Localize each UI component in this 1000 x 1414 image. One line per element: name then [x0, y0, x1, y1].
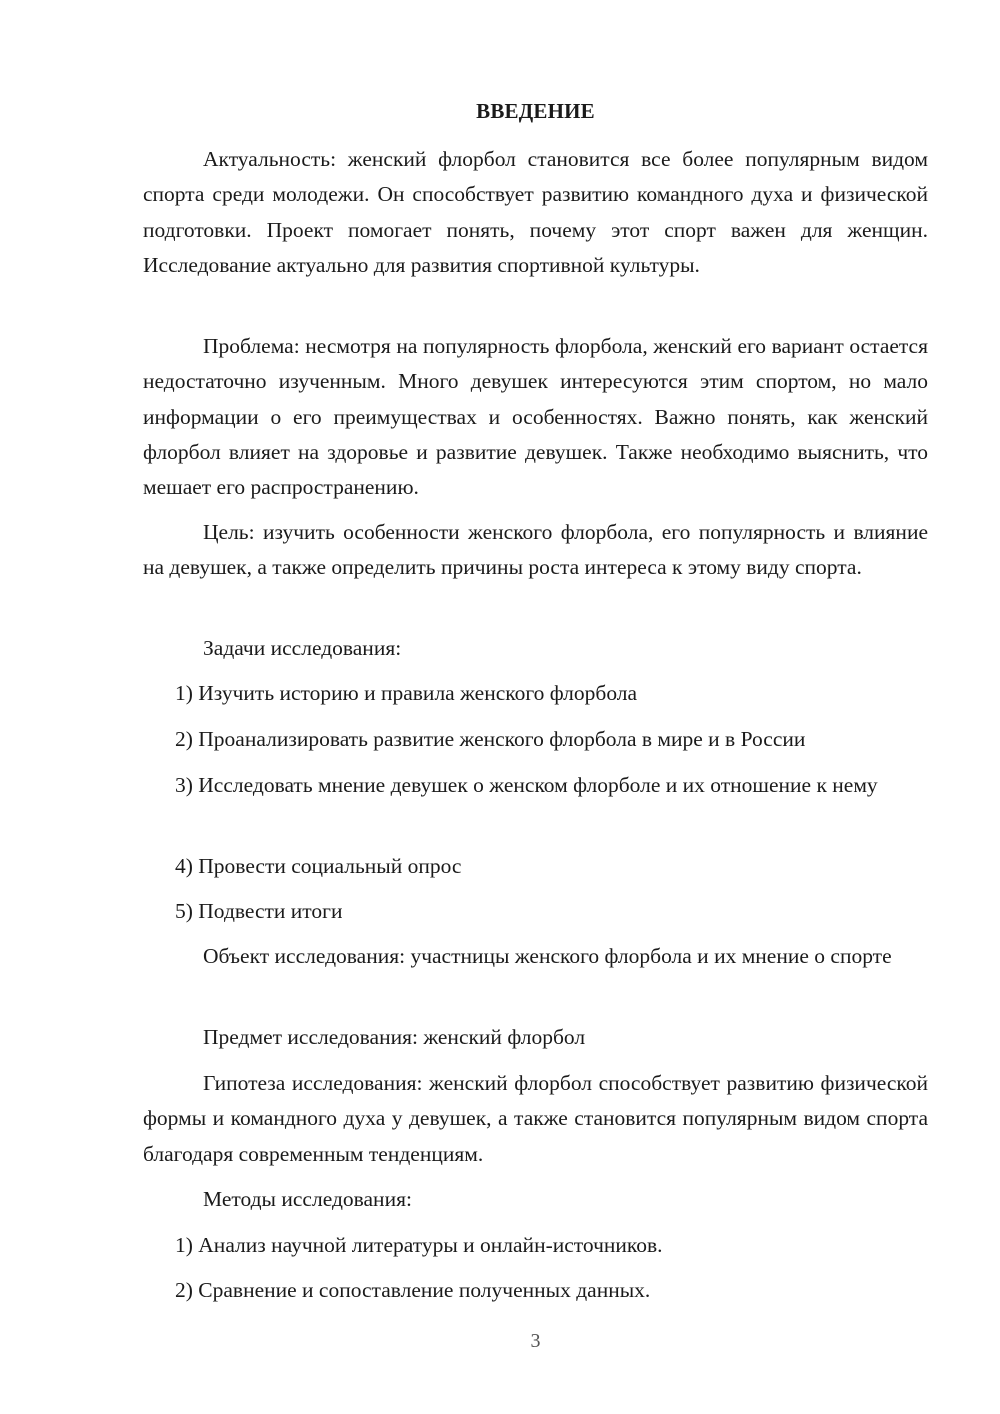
- task-item-4: 4) Провести социальный опрос: [175, 854, 462, 878]
- task-item-3: 3) Исследовать мнение девушек о женском флорболе и их отношение к нему: [175, 773, 878, 797]
- document-page: [143, 0, 928, 1414]
- methods-title: Методы исследования:: [203, 1187, 412, 1211]
- paragraph-hypothesis: Гипотеза исследования: женский флорбол способствует развитию физической формы и командного духа у девушек, а также становится популярным видом спорта благодаря современным тенденциям.: [143, 1071, 928, 1166]
- paragraph-goal: Цель: изучить особенности женского флорбола, его популярность и влияние на девушек, а также определить причины роста интереса к этому виду спорта.: [143, 520, 928, 580]
- method-item-1: 1) Анализ научной литературы и онлайн-источников.: [175, 1233, 663, 1257]
- paragraph-subject: Предмет исследования: женский флорбол: [203, 1025, 586, 1049]
- tasks-title: Задачи исследования:: [203, 636, 402, 660]
- task-item-5: 5) Подвести итоги: [175, 899, 343, 923]
- paragraph-object: Объект исследования: участницы женского флорбола и их мнение о спорте: [203, 944, 892, 968]
- task-item-1: 1) Изучить историю и правила женского флорбола: [175, 681, 638, 705]
- paragraph-problem: Проблема: несмотря на популярность флорбола, женский его вариант остается недостаточно изученным. Много девушек интересуются этим спортом, но мало информации о его преимуществах и особенностях. Важно понять, как женский флорбол влияет на здоровье и развитие девушек. Также необходимо выяснить, что мешает его распространению.: [143, 334, 928, 500]
- method-item-2: 2) Сравнение и сопоставление полученных данных.: [175, 1278, 651, 1302]
- page-title: ВВЕДЕНИЕ: [476, 99, 595, 123]
- paragraph-relevance: Актуальность: женский флорбол становится все более популярным видом спорта среди молодежи. Он способствует развитию командного духа и физической подготовки. Проект помогает понять, почему этот спорт важен для женщин. Исследование актуально для развития спортивной культуры.: [143, 147, 928, 277]
- task-item-2: 2) Проанализировать развитие женского флорбола в мире и в России: [175, 727, 806, 751]
- page-number: 3: [530, 1330, 541, 1352]
